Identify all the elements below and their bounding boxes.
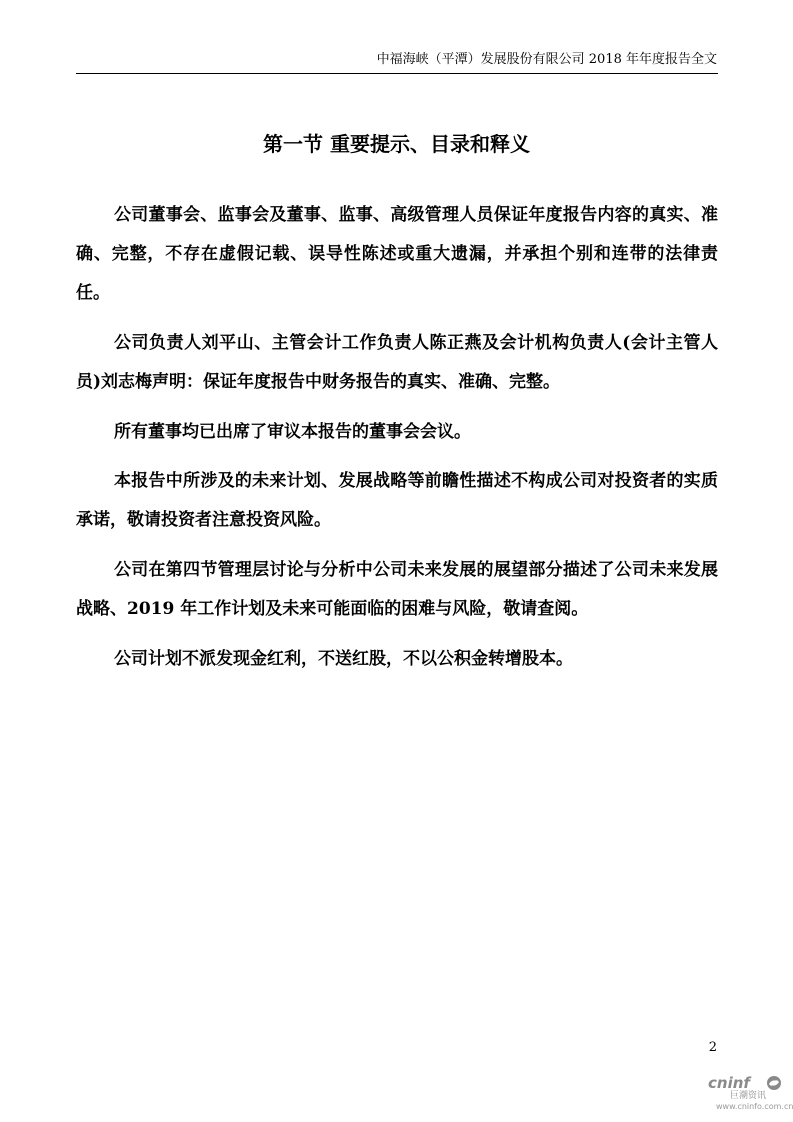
cninfo-watermark-logo — [708, 1074, 793, 1114]
paragraph-officer-declaration: 公司负责人刘平山、主管会计工作负责人陈正燕及会计机构负责人(会计主管人员)刘志梅声明：保证年度报告中财务报告的真实、准确、完整。 — [76, 333, 718, 392]
paragraph-board-attendance: 所有董事均已出席了审议本报告的董事会会议。 — [114, 422, 471, 442]
paragraph-outlook-reference: 公司在第四节管理层讨论与分析中公司未来发展的展望部分描述了公司未来发展战略、2019 年工作计划及未来可能面临的困难与风险，敬请查阅。 — [76, 560, 718, 619]
watermark-brand: cninf — [708, 1074, 750, 1092]
section-title: 第一节 重要提示、目录和释义 — [263, 132, 530, 156]
page-number: 2 — [708, 1040, 717, 1055]
watermark-brand-cn: 巨潮资讯 — [730, 1091, 767, 1101]
paragraph-responsibility-statement: 公司董事会、监事会及董事、监事、高级管理人员保证年度报告内容的真实、准确、完整，不存在虚假记载、误导性陈述或重大遗漏，并承担个别和连带的法律责任。 — [76, 205, 718, 303]
paragraph-dividend-plan: 公司计划不派发现金红利，不送红股，不以公积金转增股本。 — [114, 649, 573, 669]
header-divider — [76, 73, 718, 74]
watermark-url: www.cninfo.com.cn — [716, 1102, 793, 1111]
cninfo-swirl-icon — [766, 1075, 782, 1091]
running-header: 中福海峡（平潭）发展股份有限公司 2018 年年度报告全文 — [376, 52, 717, 67]
paragraph-forward-looking: 本报告中所涉及的未来计划、发展战略等前瞻性描述不构成公司对投资者的实质承诺，敬请投资者注意投资风险。 — [76, 471, 718, 530]
